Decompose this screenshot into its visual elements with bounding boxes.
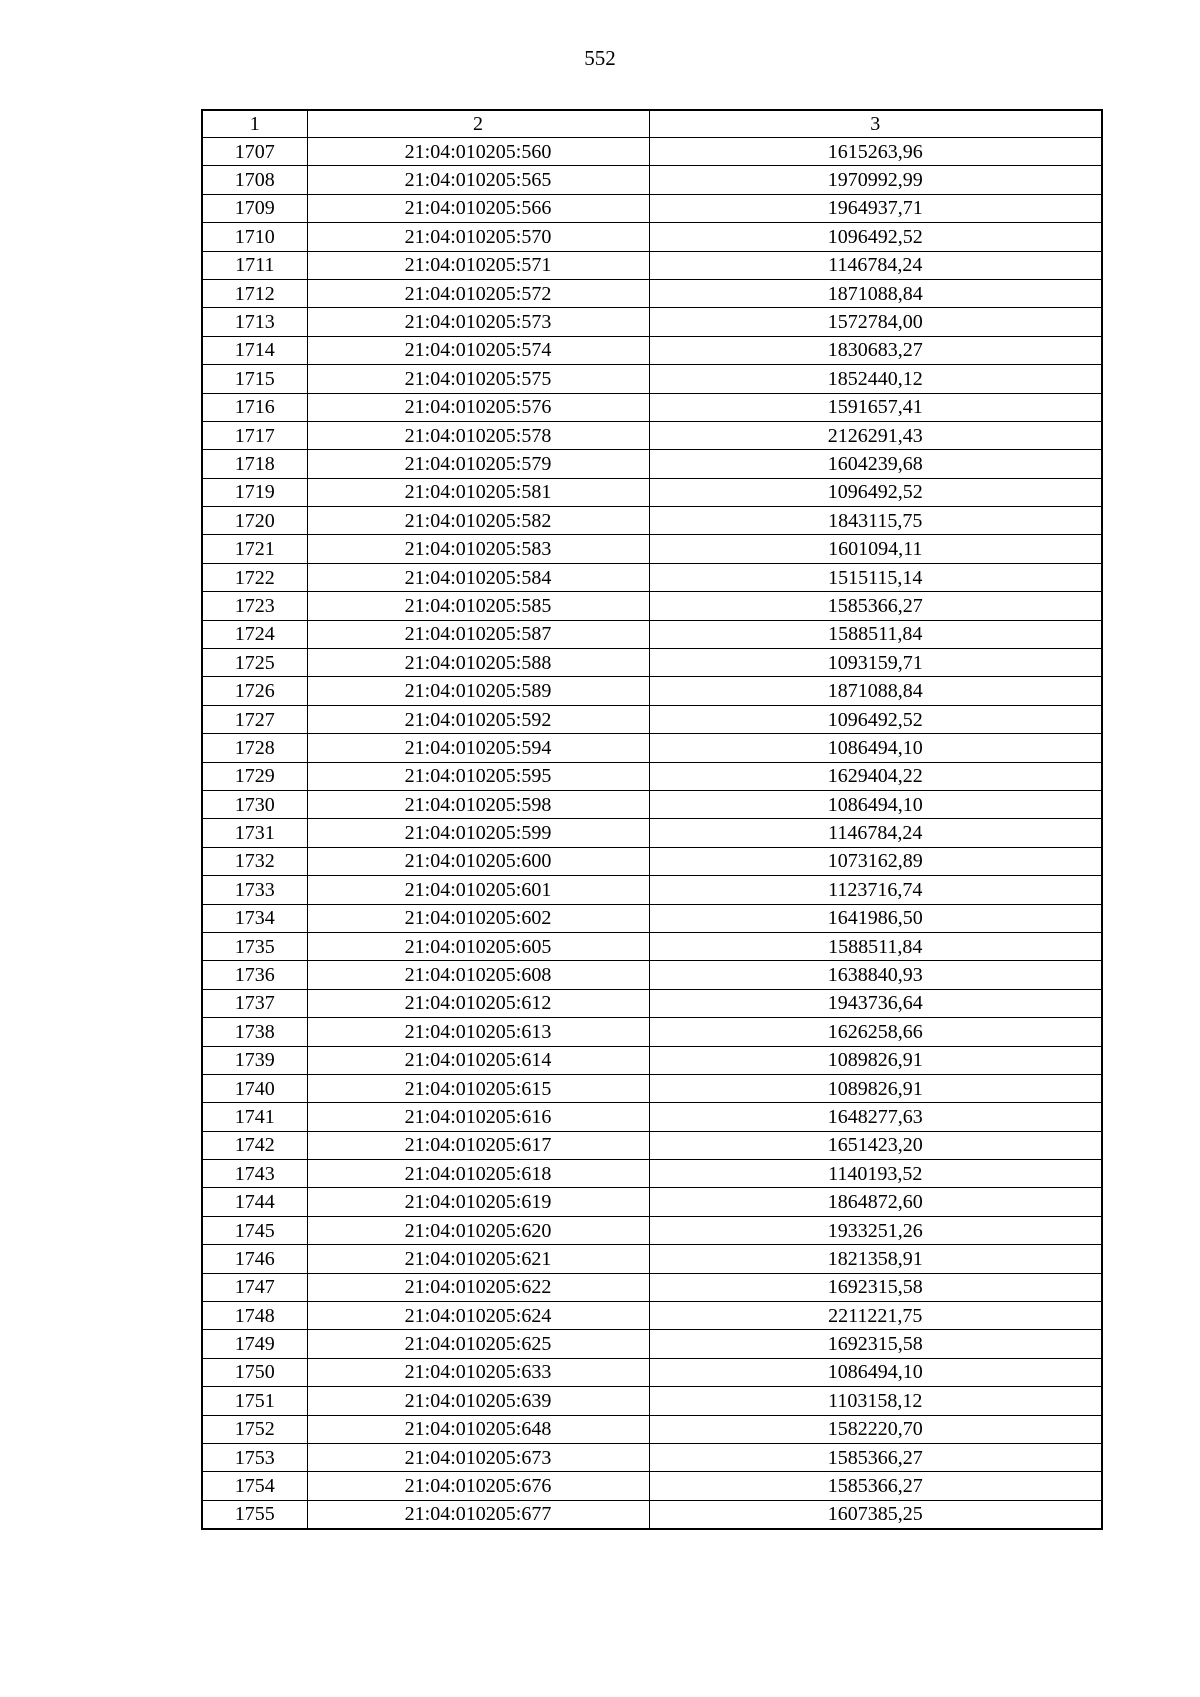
table-row: [202, 1103, 1102, 1131]
row-number-cell: 1741: [202, 1103, 307, 1131]
value-cell: 1123716,74: [649, 876, 1102, 904]
table-row: [202, 1131, 1102, 1159]
value-cell: 1615263,96: [649, 138, 1102, 166]
row-number-cell: 1731: [202, 819, 307, 847]
table-row: [202, 876, 1102, 904]
table-row: [202, 1443, 1102, 1471]
table-row: [202, 279, 1102, 307]
value-cell: 1970992,99: [649, 166, 1102, 194]
row-number-cell: 1707: [202, 138, 307, 166]
table-row: [202, 819, 1102, 847]
row-number-cell: 1725: [202, 649, 307, 677]
row-number-cell: 1715: [202, 365, 307, 393]
row-number-cell: 1744: [202, 1188, 307, 1216]
data-table: [201, 109, 1103, 1530]
table-row: [202, 1500, 1102, 1529]
value-cell: 1692315,58: [649, 1273, 1102, 1301]
value-cell: 2211221,75: [649, 1302, 1102, 1330]
table-row: [202, 705, 1102, 733]
row-number-cell: 1754: [202, 1472, 307, 1500]
cadastral-number-cell: 21:04:010205:648: [307, 1415, 649, 1443]
row-number-cell: 1718: [202, 450, 307, 478]
value-cell: 2126291,43: [649, 421, 1102, 449]
table-row: [202, 1160, 1102, 1188]
table-row: [202, 1273, 1102, 1301]
value-cell: 1588511,84: [649, 620, 1102, 648]
value-cell: 1871088,84: [649, 677, 1102, 705]
cadastral-number-cell: 21:04:010205:581: [307, 478, 649, 506]
table-row: [202, 961, 1102, 989]
cadastral-number-cell: 21:04:010205:573: [307, 308, 649, 336]
value-cell: 1626258,66: [649, 1018, 1102, 1046]
cadastral-number-cell: 21:04:010205:605: [307, 932, 649, 960]
table-row: [202, 989, 1102, 1017]
row-number-cell: 1733: [202, 876, 307, 904]
cadastral-number-cell: 21:04:010205:588: [307, 649, 649, 677]
cadastral-number-cell: 21:04:010205:598: [307, 790, 649, 818]
cadastral-number-cell: 21:04:010205:575: [307, 365, 649, 393]
row-number-cell: 1710: [202, 223, 307, 251]
row-number-cell: 1745: [202, 1216, 307, 1244]
row-number-cell: 1717: [202, 421, 307, 449]
table-row: [202, 847, 1102, 875]
table-row: [202, 1074, 1102, 1102]
cadastral-number-cell: 21:04:010205:595: [307, 762, 649, 790]
row-number-cell: 1728: [202, 734, 307, 762]
value-cell: 1604239,68: [649, 450, 1102, 478]
value-cell: 1629404,22: [649, 762, 1102, 790]
table-row: [202, 592, 1102, 620]
table-row: [202, 563, 1102, 591]
cadastral-number-cell: 21:04:010205:602: [307, 904, 649, 932]
table-row: [202, 535, 1102, 563]
table-row: [202, 421, 1102, 449]
row-number-cell: 1723: [202, 592, 307, 620]
row-number-cell: 1753: [202, 1443, 307, 1471]
row-number-cell: 1746: [202, 1245, 307, 1273]
value-cell: 1515115,14: [649, 563, 1102, 591]
table-row: [202, 166, 1102, 194]
row-number-cell: 1748: [202, 1302, 307, 1330]
table-row: [202, 904, 1102, 932]
cadastral-number-cell: 21:04:010205:619: [307, 1188, 649, 1216]
table-row: [202, 762, 1102, 790]
row-number-cell: 1742: [202, 1131, 307, 1159]
value-cell: 1086494,10: [649, 790, 1102, 818]
value-cell: 1601094,11: [649, 535, 1102, 563]
value-cell: 1964937,71: [649, 194, 1102, 222]
row-number-cell: 1743: [202, 1160, 307, 1188]
row-number-cell: 1708: [202, 166, 307, 194]
cadastral-number-cell: 21:04:010205:618: [307, 1160, 649, 1188]
cadastral-number-cell: 21:04:010205:584: [307, 563, 649, 591]
value-cell: 1843115,75: [649, 507, 1102, 535]
table-row: [202, 1358, 1102, 1386]
value-cell: 1864872,60: [649, 1188, 1102, 1216]
value-cell: 1648277,63: [649, 1103, 1102, 1131]
value-cell: 1073162,89: [649, 847, 1102, 875]
cadastral-number-cell: 21:04:010205:574: [307, 336, 649, 364]
cadastral-number-cell: 21:04:010205:676: [307, 1472, 649, 1500]
row-number-cell: 1736: [202, 961, 307, 989]
row-number-cell: 1734: [202, 904, 307, 932]
row-number-cell: 1711: [202, 251, 307, 279]
row-number-cell: 1738: [202, 1018, 307, 1046]
value-cell: 1638840,93: [649, 961, 1102, 989]
row-number-cell: 1732: [202, 847, 307, 875]
row-number-cell: 1709: [202, 194, 307, 222]
table-row: [202, 932, 1102, 960]
table-row: [202, 450, 1102, 478]
cadastral-number-cell: 21:04:010205:612: [307, 989, 649, 1017]
cadastral-number-cell: 21:04:010205:608: [307, 961, 649, 989]
table-row: [202, 1415, 1102, 1443]
table-row: [202, 138, 1102, 166]
row-number-cell: 1720: [202, 507, 307, 535]
row-number-cell: 1737: [202, 989, 307, 1017]
cadastral-number-cell: 21:04:010205:594: [307, 734, 649, 762]
table-row: [202, 649, 1102, 677]
row-number-cell: 1755: [202, 1500, 307, 1529]
value-cell: 1086494,10: [649, 734, 1102, 762]
value-cell: 1146784,24: [649, 251, 1102, 279]
cadastral-number-cell: 21:04:010205:566: [307, 194, 649, 222]
value-cell: 1585366,27: [649, 1443, 1102, 1471]
table-row: [202, 1302, 1102, 1330]
value-cell: 1607385,25: [649, 1500, 1102, 1529]
table-row: [202, 251, 1102, 279]
table-row: [202, 223, 1102, 251]
table-row: [202, 1330, 1102, 1358]
row-number-cell: 1735: [202, 932, 307, 960]
table-row: [202, 308, 1102, 336]
table-row: [202, 336, 1102, 364]
cadastral-number-cell: 21:04:010205:617: [307, 1131, 649, 1159]
row-number-cell: 1713: [202, 308, 307, 336]
table-row: [202, 734, 1102, 762]
cadastral-number-cell: 21:04:010205:576: [307, 393, 649, 421]
table-row: [202, 507, 1102, 535]
cadastral-number-cell: 21:04:010205:589: [307, 677, 649, 705]
row-number-cell: 1716: [202, 393, 307, 421]
value-cell: 1103158,12: [649, 1387, 1102, 1415]
value-cell: 1641986,50: [649, 904, 1102, 932]
row-number-cell: 1712: [202, 279, 307, 307]
row-number-cell: 1751: [202, 1387, 307, 1415]
value-cell: 1692315,58: [649, 1330, 1102, 1358]
column-header-value: 3: [649, 110, 1102, 138]
value-cell: 1651423,20: [649, 1131, 1102, 1159]
table-header: [202, 110, 1102, 138]
cadastral-number-cell: 21:04:010205:673: [307, 1443, 649, 1471]
column-header-cadastral-number: 2: [307, 110, 649, 138]
cadastral-number-cell: 21:04:010205:625: [307, 1330, 649, 1358]
cadastral-number-cell: 21:04:010205:579: [307, 450, 649, 478]
value-cell: 1096492,52: [649, 223, 1102, 251]
cadastral-number-cell: 21:04:010205:600: [307, 847, 649, 875]
value-cell: 1146784,24: [649, 819, 1102, 847]
cadastral-number-cell: 21:04:010205:560: [307, 138, 649, 166]
value-cell: 1852440,12: [649, 365, 1102, 393]
row-number-cell: 1724: [202, 620, 307, 648]
cadastral-number-cell: 21:04:010205:599: [307, 819, 649, 847]
value-cell: 1089826,91: [649, 1046, 1102, 1074]
value-cell: 1821358,91: [649, 1245, 1102, 1273]
value-cell: 1933251,26: [649, 1216, 1102, 1244]
row-number-cell: 1719: [202, 478, 307, 506]
value-cell: 1943736,64: [649, 989, 1102, 1017]
value-cell: 1096492,52: [649, 478, 1102, 506]
table-row: [202, 478, 1102, 506]
cadastral-number-cell: 21:04:010205:621: [307, 1245, 649, 1273]
cadastral-number-cell: 21:04:010205:572: [307, 279, 649, 307]
cadastral-number-cell: 21:04:010205:614: [307, 1046, 649, 1074]
cadastral-number-cell: 21:04:010205:639: [307, 1387, 649, 1415]
table-row: [202, 1018, 1102, 1046]
cadastral-number-cell: 21:04:010205:582: [307, 507, 649, 535]
cadastral-number-cell: 21:04:010205:601: [307, 876, 649, 904]
row-number-cell: 1726: [202, 677, 307, 705]
cadastral-number-cell: 21:04:010205:615: [307, 1074, 649, 1102]
table-row: [202, 1216, 1102, 1244]
cadastral-number-cell: 21:04:010205:565: [307, 166, 649, 194]
cadastral-number-cell: 21:04:010205:587: [307, 620, 649, 648]
row-number-cell: 1749: [202, 1330, 307, 1358]
value-cell: 1086494,10: [649, 1358, 1102, 1386]
table-row: [202, 194, 1102, 222]
value-cell: 1572784,00: [649, 308, 1102, 336]
row-number-cell: 1750: [202, 1358, 307, 1386]
cadastral-number-cell: 21:04:010205:578: [307, 421, 649, 449]
row-number-cell: 1747: [202, 1273, 307, 1301]
table-row: [202, 1472, 1102, 1500]
value-cell: 1830683,27: [649, 336, 1102, 364]
cadastral-number-cell: 21:04:010205:583: [307, 535, 649, 563]
table-row: [202, 790, 1102, 818]
row-number-cell: 1727: [202, 705, 307, 733]
cadastral-number-cell: 21:04:010205:633: [307, 1358, 649, 1386]
table-row: [202, 1046, 1102, 1074]
row-number-cell: 1752: [202, 1415, 307, 1443]
value-cell: 1582220,70: [649, 1415, 1102, 1443]
value-cell: 1871088,84: [649, 279, 1102, 307]
cadastral-number-cell: 21:04:010205:620: [307, 1216, 649, 1244]
value-cell: 1585366,27: [649, 592, 1102, 620]
value-cell: 1140193,52: [649, 1160, 1102, 1188]
cadastral-number-cell: 21:04:010205:592: [307, 705, 649, 733]
row-number-cell: 1740: [202, 1074, 307, 1102]
value-cell: 1089826,91: [649, 1074, 1102, 1102]
column-header-number: 1: [202, 110, 307, 138]
row-number-cell: 1721: [202, 535, 307, 563]
cadastral-number-cell: 21:04:010205:616: [307, 1103, 649, 1131]
table-row: [202, 365, 1102, 393]
cadastral-number-cell: 21:04:010205:570: [307, 223, 649, 251]
value-cell: 1588511,84: [649, 932, 1102, 960]
header-row: [202, 110, 1102, 138]
row-number-cell: 1729: [202, 762, 307, 790]
cadastral-number-cell: 21:04:010205:624: [307, 1302, 649, 1330]
cadastral-number-cell: 21:04:010205:585: [307, 592, 649, 620]
page-number: 552: [584, 46, 616, 70]
table-row: [202, 1245, 1102, 1273]
row-number-cell: 1722: [202, 563, 307, 591]
cadastral-number-cell: 21:04:010205:677: [307, 1500, 649, 1529]
value-cell: 1585366,27: [649, 1472, 1102, 1500]
cadastral-number-cell: 21:04:010205:622: [307, 1273, 649, 1301]
cadastral-number-cell: 21:04:010205:613: [307, 1018, 649, 1046]
table-row: [202, 620, 1102, 648]
table-row: [202, 1387, 1102, 1415]
table-row: [202, 1188, 1102, 1216]
value-cell: 1096492,52: [649, 705, 1102, 733]
row-number-cell: 1739: [202, 1046, 307, 1074]
cadastral-number-cell: 21:04:010205:571: [307, 251, 649, 279]
table-row: [202, 677, 1102, 705]
table-row: [202, 393, 1102, 421]
row-number-cell: 1714: [202, 336, 307, 364]
value-cell: 1093159,71: [649, 649, 1102, 677]
table-body: [202, 138, 1102, 1530]
value-cell: 1591657,41: [649, 393, 1102, 421]
row-number-cell: 1730: [202, 790, 307, 818]
